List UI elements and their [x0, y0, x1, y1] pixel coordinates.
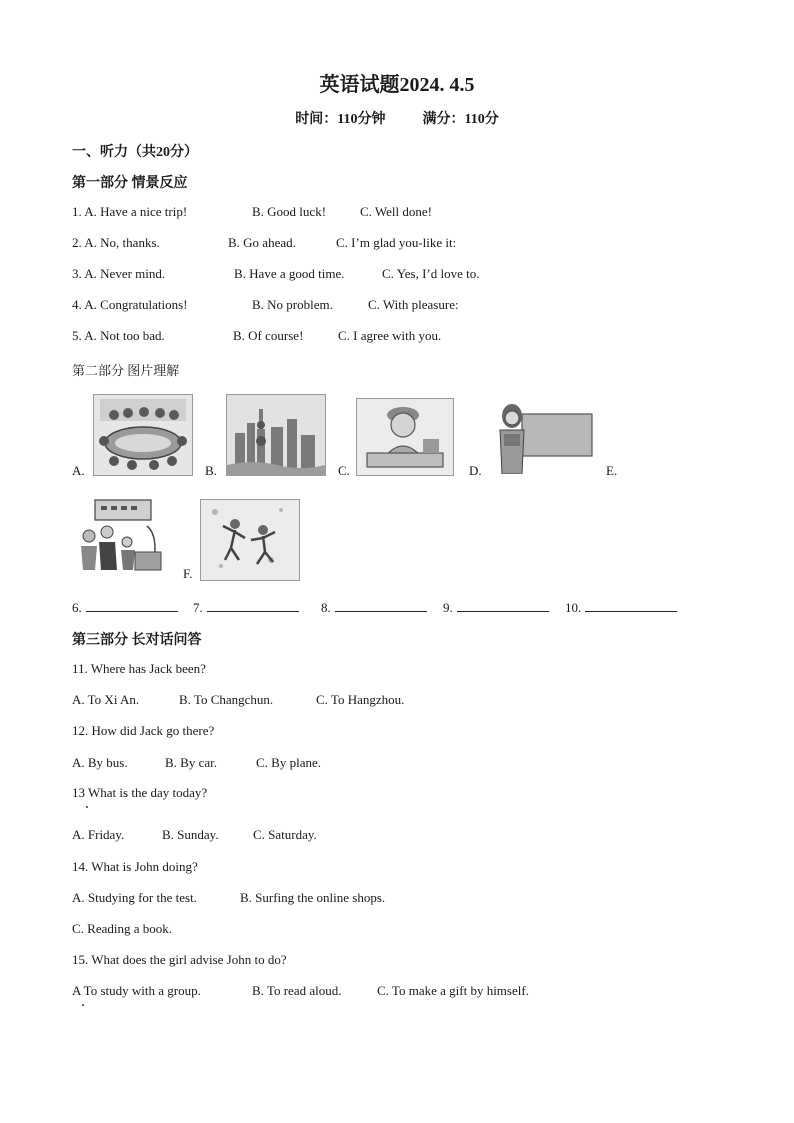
meeting-table-picture: [93, 394, 193, 476]
q15-question: 15. What does the girl advise John to do?: [72, 952, 287, 967]
score-label: 满分：110分: [422, 112, 499, 127]
section-heading-listening: 一、听力（共20分）: [72, 145, 198, 160]
blank-number: 8.: [321, 600, 331, 615]
picture-label-d: D.: [469, 463, 482, 478]
answer-blank-6[interactable]: [72, 599, 178, 616]
part2-heading: 第二部分 图片理解: [72, 363, 180, 378]
answer-blank-7[interactable]: [193, 599, 299, 616]
q3-option-a: 3. A. Never mind.: [72, 266, 166, 281]
q11-option-b: B. To Changchun.: [179, 692, 274, 707]
q13-question: 13 What is the day today?: [72, 785, 208, 800]
stray-dot-mark: [82, 1004, 84, 1006]
picture-label-a: A.: [72, 463, 85, 478]
q1-option-c: C. Well done!: [360, 204, 433, 219]
q4-option-b: B. No problem.: [252, 297, 333, 312]
q11-question: 11. Where has Jack been?: [72, 661, 206, 676]
blank-number: 7.: [193, 600, 203, 615]
q15-option-c: C. To make a gift by himself.: [377, 983, 529, 998]
part1-heading: 第一部分 情景反应: [72, 176, 188, 191]
q11-option-c: C. To Hangzhou.: [316, 692, 405, 707]
q1-option-a: 1. A. Have a nice trip!: [72, 204, 188, 219]
q5-option-a: 5. A. Not too bad.: [72, 328, 165, 343]
picture-label-b: B.: [205, 463, 217, 478]
children-dancing-picture: [200, 499, 300, 581]
family-at-shop-picture: [73, 496, 169, 576]
q13-option-a: A. Friday.: [72, 827, 125, 842]
q3-option-c: C. Yes, I’d love to.: [382, 266, 480, 281]
q4-option-c: C. With pleasure:: [368, 297, 459, 312]
time-label: 时间：110分钟: [295, 112, 386, 127]
q2-option-a: 2. A. No, thanks.: [72, 235, 160, 250]
q12-option-a: A. By bus.: [72, 755, 128, 770]
q14-option-b: B. Surfing the online shops.: [240, 890, 386, 905]
q14-question: 14. What is John doing?: [72, 859, 198, 874]
q12-option-b: B. By car.: [165, 755, 217, 770]
q5-option-b: B. Of course!: [233, 328, 304, 343]
q12-question: 12. How did Jack go there?: [72, 723, 215, 738]
blank-number: 9.: [443, 600, 453, 615]
q2-option-b: B. Go ahead.: [228, 235, 296, 250]
q3-option-b: B. Have a good time.: [234, 266, 345, 281]
picture-label-c: C.: [338, 463, 350, 478]
blank-number: 6.: [72, 600, 82, 615]
q11-option-a: A. To Xi An.: [72, 692, 140, 707]
picture-label-f: F.: [183, 566, 193, 581]
q4-option-a: 4. A. Congratulations!: [72, 297, 188, 312]
boy-at-desk-picture: [356, 398, 454, 476]
q15-option-b: B. To read aloud.: [252, 983, 342, 998]
q14-option-c: C. Reading a book.: [72, 921, 173, 936]
stray-dot-mark: [86, 806, 88, 808]
q13-option-c: C. Saturday.: [253, 827, 317, 842]
answer-blank-8[interactable]: [321, 599, 427, 616]
girl-at-blackboard-picture: [492, 394, 594, 474]
part3-heading: 第三部分 长对话问答: [72, 633, 202, 648]
answer-blank-9[interactable]: [443, 599, 549, 616]
answer-blank-10[interactable]: [565, 599, 677, 616]
q1-option-b: B. Good luck!: [252, 204, 327, 219]
q2-option-c: C. I’m glad you-like it:: [336, 235, 457, 250]
q14-option-a: A. Studying for the test.: [72, 890, 197, 905]
q13-option-b: B. Sunday.: [162, 827, 219, 842]
picture-label-e: E.: [606, 463, 618, 478]
exam-subtitle: [0, 108, 794, 128]
q15-option-a: A To study with a group.: [72, 983, 201, 998]
blank-number: 10.: [565, 600, 582, 615]
q12-option-c: C. By plane.: [256, 755, 321, 770]
exam-title: 英语试题2024. 4.5: [319, 74, 475, 96]
city-skyline-picture: [226, 394, 326, 476]
q5-option-c: C. I agree with you.: [338, 328, 442, 343]
